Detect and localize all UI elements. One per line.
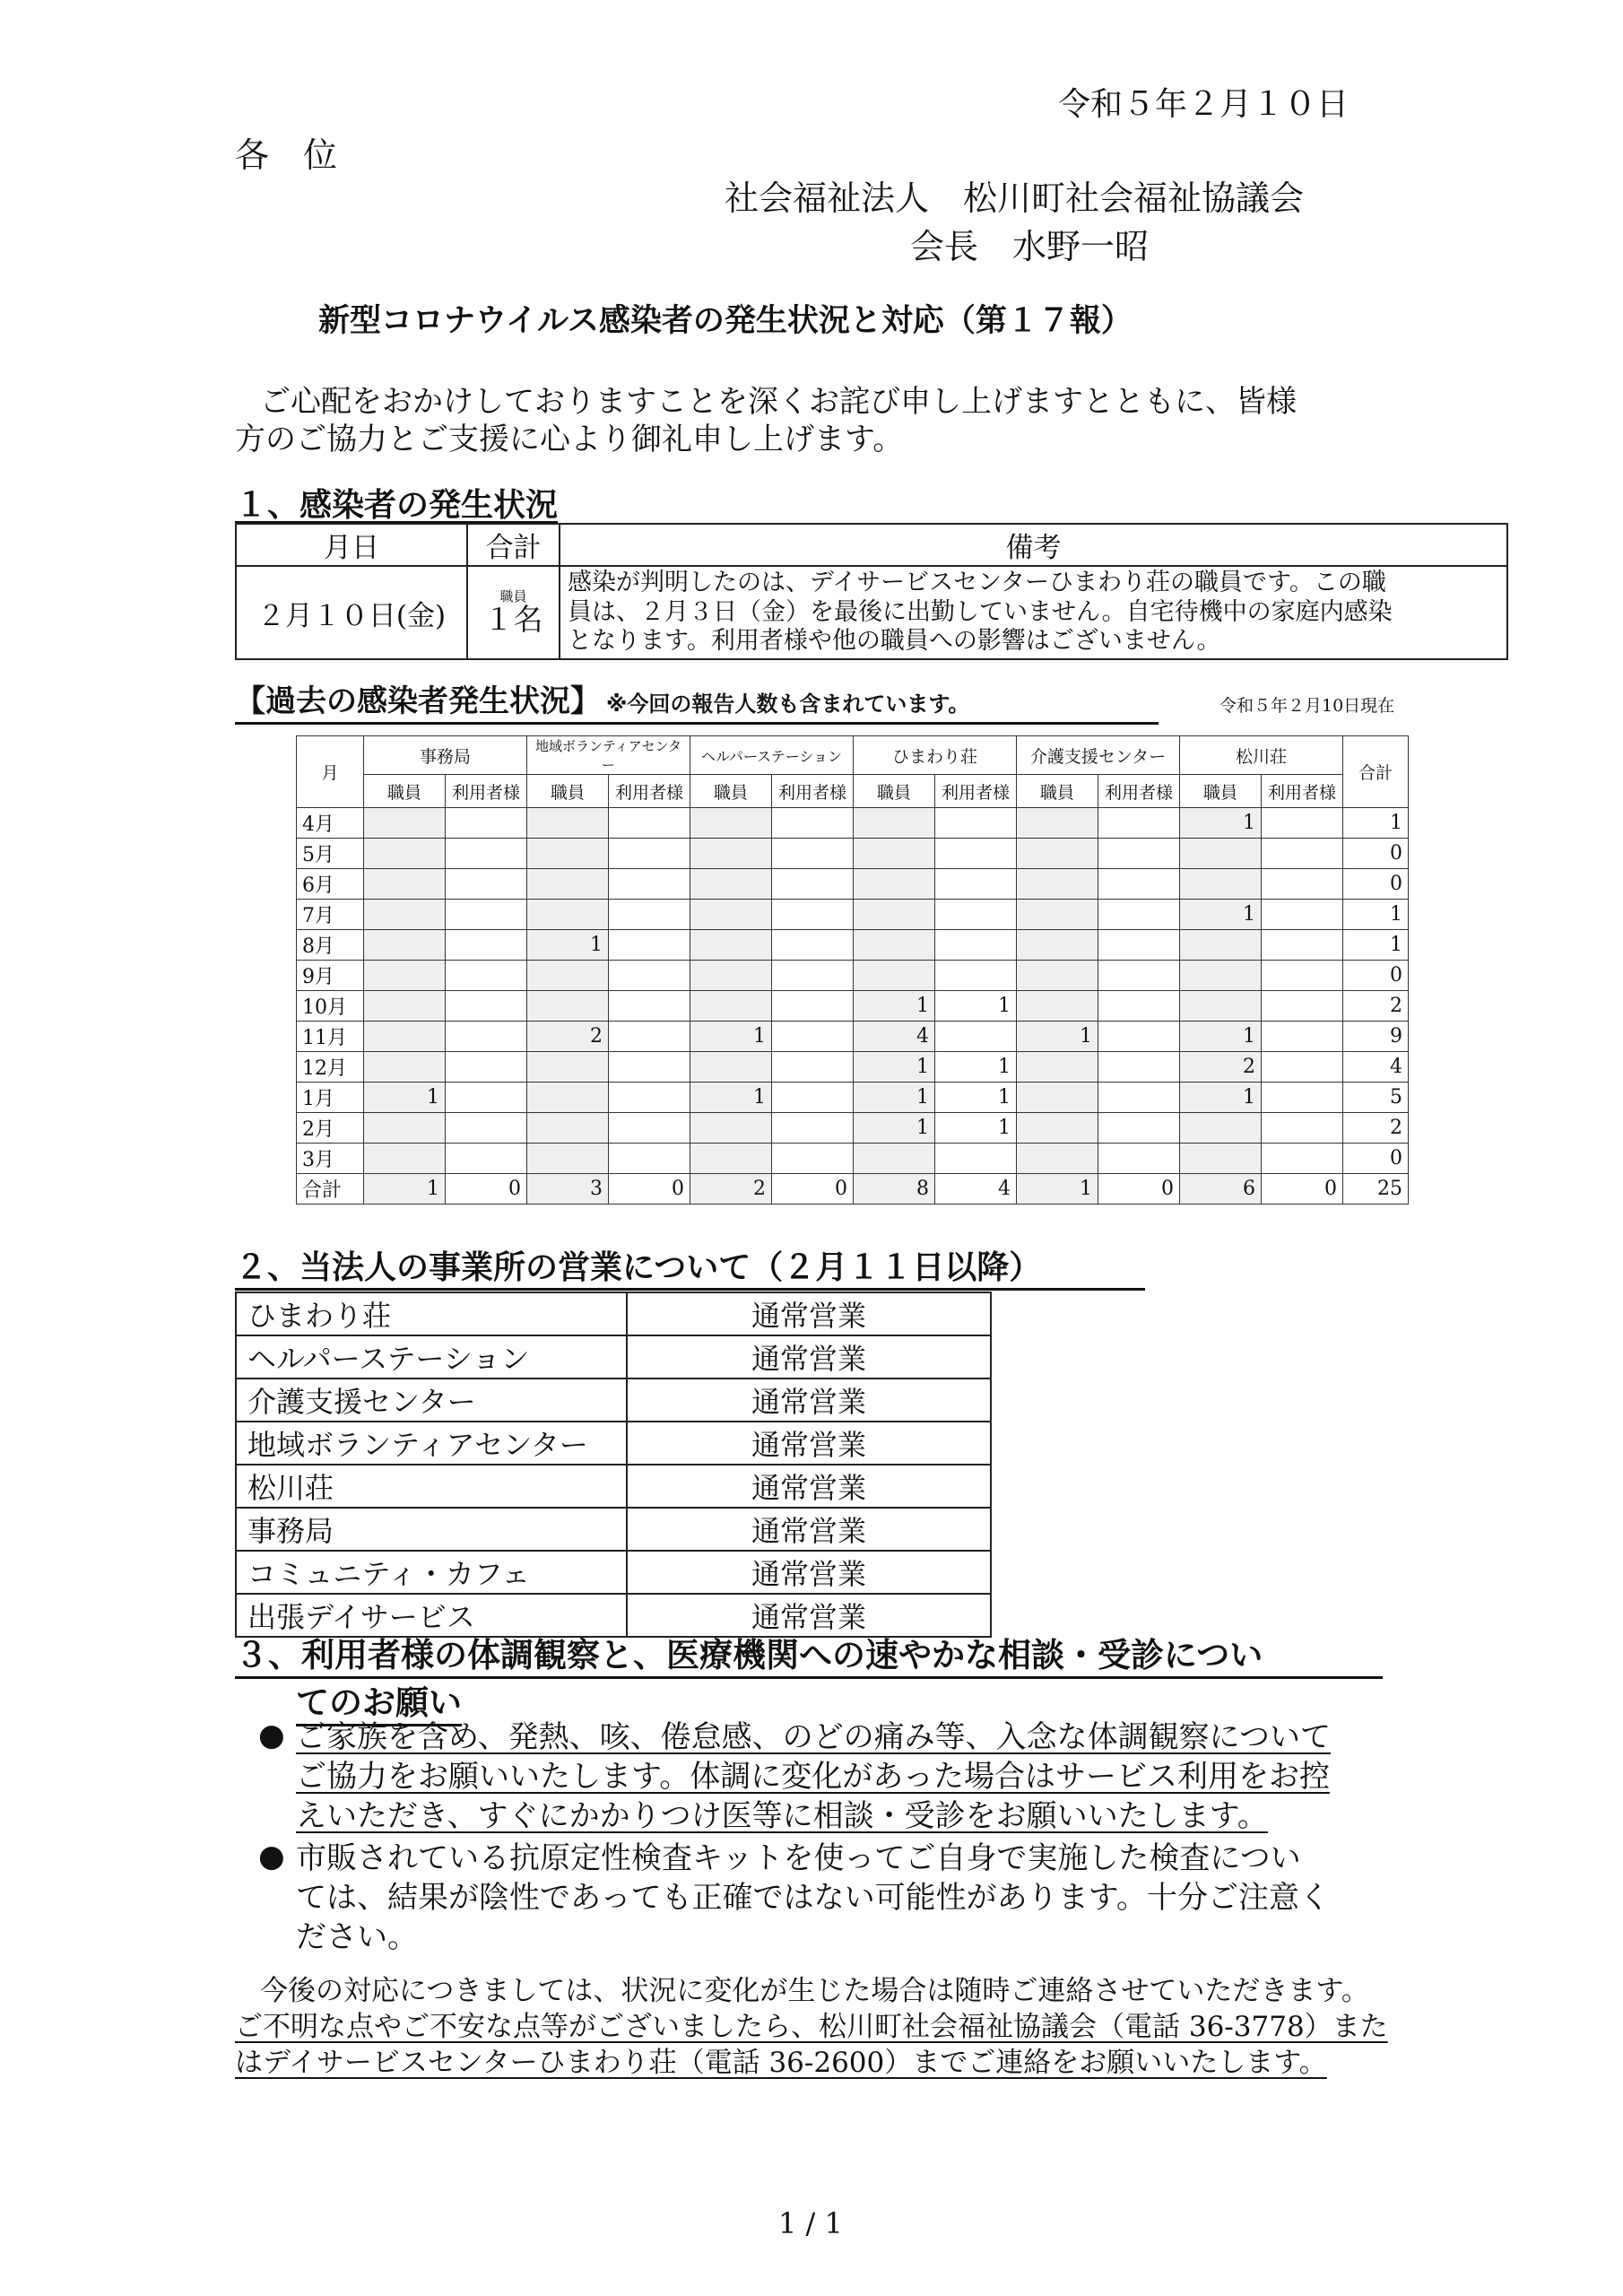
group-header: ひまわり荘 xyxy=(854,736,1017,775)
bullet-1-line: えいただき、すぐにかかりつけ医等に相談・受診をお願いいたします。 xyxy=(296,1798,1268,1834)
bullet-1-line: ご家族を含め、発熱、咳、倦怠感、のどの痛み等、入念な体調観察について xyxy=(296,1719,1331,1755)
count-cell xyxy=(854,930,935,961)
count-cell xyxy=(1098,1113,1180,1144)
sub-header-staff: 職員 xyxy=(527,775,609,808)
history-row xyxy=(297,900,1409,930)
count-cell xyxy=(527,961,609,991)
count-cell xyxy=(609,869,690,900)
count-cell xyxy=(609,961,690,991)
row-total-cell: 0 xyxy=(1343,839,1409,869)
row-total-cell: 0 xyxy=(1343,961,1409,991)
count-cell xyxy=(446,1052,527,1083)
operation-row xyxy=(236,1378,991,1422)
count-cell xyxy=(772,869,854,900)
group-header: 松川荘 xyxy=(1180,736,1343,775)
case-note-cell xyxy=(560,566,1507,659)
count-cell xyxy=(527,839,609,869)
count-cell: 1 xyxy=(854,1052,935,1083)
count-cell xyxy=(772,808,854,839)
count-cell xyxy=(1262,1022,1343,1052)
count-cell xyxy=(690,930,772,961)
count-cell xyxy=(935,1144,1017,1174)
count-cell xyxy=(1098,808,1180,839)
history-row xyxy=(297,1113,1409,1144)
count-cell xyxy=(935,930,1017,961)
document-date: 令和５年２月１０日 xyxy=(1058,86,1350,123)
count-cell xyxy=(854,1144,935,1174)
history-row xyxy=(297,1174,1409,1205)
history-note: ※今回の報告人数も含まれています。 xyxy=(606,691,970,717)
count-cell: 2 xyxy=(527,1022,609,1052)
sub-header-staff: 職員 xyxy=(1180,775,1262,808)
month-cell: 合計 xyxy=(297,1174,364,1205)
count-cell: 1 xyxy=(1017,1022,1098,1052)
history-row xyxy=(297,930,1409,961)
history-row xyxy=(297,991,1409,1022)
month-cell: 1月 xyxy=(297,1083,364,1113)
history-row xyxy=(297,808,1409,839)
count-cell xyxy=(364,1022,446,1052)
count-cell xyxy=(609,1113,690,1144)
section2-heading: ２、当法人の事業所の営業について（２月１１日以降） xyxy=(235,1242,1145,1291)
bullet-1-line: ご協力をお願いいたします。体調に変化があった場合はサービス利用をお控 xyxy=(296,1759,1330,1795)
count-cell xyxy=(935,839,1017,869)
count-cell xyxy=(609,900,690,930)
count-cell xyxy=(772,961,854,991)
count-cell xyxy=(1262,991,1343,1022)
count-cell xyxy=(935,1022,1017,1052)
col-total-header: 合計 xyxy=(467,524,560,566)
row-total-cell: 0 xyxy=(1343,869,1409,900)
count-cell xyxy=(1180,839,1262,869)
president-name: 会長 水野一昭 xyxy=(910,227,1150,266)
count-cell: 1 xyxy=(1180,900,1262,930)
count-cell xyxy=(527,808,609,839)
count-cell xyxy=(1098,930,1180,961)
operation-row xyxy=(236,1292,991,1335)
count-cell xyxy=(1262,1144,1343,1174)
count-cell: 1 xyxy=(690,1022,772,1052)
group-header: 介護支援センター xyxy=(1017,736,1180,775)
count-cell xyxy=(690,991,772,1022)
count-cell: 1 xyxy=(854,1083,935,1113)
count-cell xyxy=(1017,991,1098,1022)
sub-header-user: 利用者様 xyxy=(772,775,854,808)
count-cell xyxy=(446,991,527,1022)
bullet-2-line: 市販されている抗原定性検査キットを使ってご自身で実施した検査につい xyxy=(296,1840,1301,1876)
history-as-of: 令和５年２月10日現在 xyxy=(1219,696,1395,716)
facility-status: 通常営業 xyxy=(627,1594,991,1637)
history-row xyxy=(297,1022,1409,1052)
count-cell xyxy=(772,900,854,930)
count-cell xyxy=(1262,930,1343,961)
history-row xyxy=(297,1052,1409,1083)
case-role: 職員 xyxy=(499,587,527,604)
count-cell: 2 xyxy=(690,1174,772,1205)
count-cell: 1 xyxy=(1017,1174,1098,1205)
bullet-1 xyxy=(296,1718,1331,1836)
closing-text xyxy=(235,1973,1388,2081)
count-cell xyxy=(772,1113,854,1144)
count-cell xyxy=(446,1144,527,1174)
count-cell xyxy=(364,1144,446,1174)
sub-header-user: 利用者様 xyxy=(1098,775,1180,808)
count-cell xyxy=(446,1113,527,1144)
row-total-cell: 9 xyxy=(1343,1022,1409,1052)
month-cell: 10月 xyxy=(297,991,364,1022)
count-cell xyxy=(609,1144,690,1174)
case-date: ２月１０日(金) xyxy=(236,566,467,659)
col-date-header: 月日 xyxy=(236,524,467,566)
count-cell xyxy=(1017,1052,1098,1083)
facility-status: 通常営業 xyxy=(627,1551,991,1594)
count-cell: 6 xyxy=(1180,1174,1262,1205)
count-cell xyxy=(609,1083,690,1113)
count-cell: 1 xyxy=(935,1113,1017,1144)
count-cell xyxy=(1180,1144,1262,1174)
month-cell: 6月 xyxy=(297,869,364,900)
closing-line: ご不明な点やご不安な点等がございましたら、松川町社会福祉協議会（電話 36-3778）また xyxy=(235,2011,1388,2043)
count-cell xyxy=(772,1022,854,1052)
history-heading: 【過去の感染者発生状況】 xyxy=(235,683,601,719)
facility-status: 通常営業 xyxy=(627,1465,991,1508)
operation-row xyxy=(236,1551,991,1594)
bullet-1-icon: ● xyxy=(258,1718,285,1753)
count-cell xyxy=(935,900,1017,930)
intro-line-2: 方のご協力とご支援に心より御礼申し上げます。 xyxy=(235,422,904,457)
count-cell xyxy=(690,961,772,991)
count-cell xyxy=(854,961,935,991)
count-cell xyxy=(1017,961,1098,991)
count-cell xyxy=(690,900,772,930)
count-cell xyxy=(527,900,609,930)
count-cell: 3 xyxy=(527,1174,609,1205)
count-cell xyxy=(1017,900,1098,930)
facility-status: 通常営業 xyxy=(627,1335,991,1378)
month-cell: 4月 xyxy=(297,808,364,839)
sub-header-user: 利用者様 xyxy=(446,775,527,808)
facility-name: ひまわり荘 xyxy=(236,1292,627,1335)
sub-header-staff: 職員 xyxy=(690,775,772,808)
count-cell xyxy=(772,839,854,869)
count-cell xyxy=(935,808,1017,839)
month-cell: 5月 xyxy=(297,839,364,869)
count-cell xyxy=(364,900,446,930)
organization-name: 社会福祉法人 松川町社会福祉協議会 xyxy=(725,178,1305,218)
row-total-cell: 2 xyxy=(1343,1113,1409,1144)
count-cell xyxy=(364,991,446,1022)
count-cell xyxy=(1180,991,1262,1022)
count-cell xyxy=(1098,961,1180,991)
group-header: ヘルパーステーション xyxy=(690,736,854,775)
count-cell xyxy=(1017,808,1098,839)
sub-header-staff: 職員 xyxy=(1017,775,1098,808)
history-row xyxy=(297,961,1409,991)
count-cell xyxy=(854,869,935,900)
count-cell: 0 xyxy=(446,1174,527,1205)
operation-row xyxy=(236,1335,991,1378)
count-cell xyxy=(1262,839,1343,869)
count-cell xyxy=(446,900,527,930)
facility-name: 松川荘 xyxy=(236,1465,627,1508)
count-cell xyxy=(364,808,446,839)
month-cell: 9月 xyxy=(297,961,364,991)
count-cell: 1 xyxy=(1180,808,1262,839)
count-cell xyxy=(609,1052,690,1083)
count-cell xyxy=(1262,961,1343,991)
section3-heading-line2: てのお願い xyxy=(296,1675,462,1726)
section1-heading: １、感染者の発生状況 xyxy=(235,487,559,524)
history-heading-block xyxy=(235,676,1159,725)
month-cell: 12月 xyxy=(297,1052,364,1083)
count-cell xyxy=(1017,869,1098,900)
history-row xyxy=(297,1144,1409,1174)
count-cell xyxy=(1098,1052,1180,1083)
count-cell xyxy=(1017,930,1098,961)
count-cell xyxy=(446,1083,527,1113)
count-cell: 8 xyxy=(854,1174,935,1205)
history-row xyxy=(297,1083,1409,1113)
count-cell xyxy=(527,1083,609,1113)
count-cell xyxy=(364,839,446,869)
row-total-cell: 4 xyxy=(1343,1052,1409,1083)
section3-heading-line1: ３、利用者様の体調観察と、医療機関への速やかな相談・受診につい xyxy=(235,1628,1383,1679)
count-cell xyxy=(1262,869,1343,900)
count-cell xyxy=(364,869,446,900)
sub-header-user: 利用者様 xyxy=(935,775,1017,808)
sub-header-user: 利用者様 xyxy=(1262,775,1343,808)
count-cell xyxy=(1180,961,1262,991)
count-cell xyxy=(1180,869,1262,900)
count-cell xyxy=(1098,869,1180,900)
count-cell: 1 xyxy=(935,1052,1017,1083)
count-cell xyxy=(690,839,772,869)
count-cell xyxy=(527,1144,609,1174)
count-cell: 1 xyxy=(935,991,1017,1022)
count-cell xyxy=(1098,1144,1180,1174)
month-cell: 11月 xyxy=(297,1022,364,1052)
case-count: １名 xyxy=(483,602,543,638)
bullet-2 xyxy=(296,1839,1330,1957)
count-cell: 1 xyxy=(854,991,935,1022)
count-cell xyxy=(1262,900,1343,930)
history-row xyxy=(297,839,1409,869)
bullet-2-icon: ● xyxy=(258,1839,285,1874)
intro-line-1: ご心配をおかけしておりますことを深くお詫び申し上げますとともに、皆様 xyxy=(260,384,1297,420)
count-cell: 1 xyxy=(364,1083,446,1113)
count-cell xyxy=(446,930,527,961)
operation-row xyxy=(236,1422,991,1465)
count-cell xyxy=(1180,1113,1262,1144)
count-cell xyxy=(1098,900,1180,930)
count-cell xyxy=(609,808,690,839)
facility-status: 通常営業 xyxy=(627,1292,991,1335)
count-cell xyxy=(364,930,446,961)
count-cell: 0 xyxy=(1098,1174,1180,1205)
facility-name: 出張デイサービス xyxy=(236,1594,627,1637)
count-cell xyxy=(446,1022,527,1052)
row-total-cell: 1 xyxy=(1343,930,1409,961)
sub-header-staff: 職員 xyxy=(364,775,446,808)
month-cell: 2月 xyxy=(297,1113,364,1144)
count-cell: 0 xyxy=(1262,1174,1343,1205)
count-cell: 4 xyxy=(935,1174,1017,1205)
bullet-2-line: ださい。 xyxy=(296,1919,418,1955)
col-note-header: 備考 xyxy=(560,524,1507,566)
count-cell xyxy=(1098,839,1180,869)
count-cell xyxy=(364,1052,446,1083)
row-total-cell: 25 xyxy=(1343,1174,1409,1205)
count-cell xyxy=(1262,808,1343,839)
count-cell xyxy=(1098,1022,1180,1052)
count-cell xyxy=(854,808,935,839)
document-title: 新型コロナウイルス感染者の発生状況と対応（第１７報） xyxy=(318,303,1133,339)
facility-name: 介護支援センター xyxy=(236,1378,627,1422)
month-cell: 3月 xyxy=(297,1144,364,1174)
count-cell xyxy=(935,869,1017,900)
facility-status: 通常営業 xyxy=(627,1422,991,1465)
history-table xyxy=(296,735,1409,1205)
month-header: 月 xyxy=(297,736,364,808)
month-cell: 8月 xyxy=(297,930,364,961)
count-cell xyxy=(446,869,527,900)
count-cell: 2 xyxy=(1180,1052,1262,1083)
count-cell xyxy=(446,961,527,991)
recipient: 各 位 xyxy=(235,135,338,175)
bullet-2-line: ては、結果が陰性であっても正確ではない可能性があります。十分ご注意く xyxy=(296,1880,1330,1916)
count-cell xyxy=(772,991,854,1022)
count-cell xyxy=(609,839,690,869)
count-cell xyxy=(772,1052,854,1083)
count-cell: 1 xyxy=(935,1083,1017,1113)
group-header: 地域ボランティアセンター xyxy=(527,736,690,775)
count-cell xyxy=(609,930,690,961)
page-number: 1 / 1 xyxy=(778,2206,843,2240)
month-cell: 7月 xyxy=(297,900,364,930)
count-cell xyxy=(446,808,527,839)
count-cell xyxy=(690,1113,772,1144)
count-cell: 0 xyxy=(609,1174,690,1205)
count-cell xyxy=(527,869,609,900)
count-cell xyxy=(609,991,690,1022)
row-total-cell: 5 xyxy=(1343,1083,1409,1113)
facility-name: 事務局 xyxy=(236,1508,627,1551)
facility-name: コミュニティ・カフェ xyxy=(236,1551,627,1594)
operation-row xyxy=(236,1508,991,1551)
total-header: 合計 xyxy=(1343,736,1409,808)
count-cell: 4 xyxy=(854,1022,935,1052)
count-cell xyxy=(1017,1144,1098,1174)
row-total-cell: 1 xyxy=(1343,900,1409,930)
count-cell xyxy=(364,1113,446,1144)
count-cell: 1 xyxy=(1180,1022,1262,1052)
closing-line: はデイサービスセンターひまわり荘（電話 36-2600）までご連絡をお願いいたします。 xyxy=(235,2047,1327,2079)
facility-name: ヘルパーステーション xyxy=(236,1335,627,1378)
row-total-cell: 1 xyxy=(1343,808,1409,839)
count-cell: 1 xyxy=(527,930,609,961)
count-cell xyxy=(1017,1083,1098,1113)
count-cell xyxy=(690,1144,772,1174)
closing-line: 今後の対応につきましては、状況に変化が生じた場合は随時ご連絡させていただきます。 xyxy=(260,1975,1369,2007)
case-total-cell xyxy=(467,566,560,659)
count-cell xyxy=(772,930,854,961)
count-cell xyxy=(1262,1083,1343,1113)
count-cell xyxy=(609,1022,690,1052)
count-cell xyxy=(364,961,446,991)
count-cell: 0 xyxy=(772,1174,854,1205)
count-cell xyxy=(690,808,772,839)
sub-header-user: 利用者様 xyxy=(609,775,690,808)
row-total-cell: 2 xyxy=(1343,991,1409,1022)
count-cell xyxy=(1262,1052,1343,1083)
case-note-line: 感染が判明したのは、デイサービスセンターひまわり荘の職員です。この職 xyxy=(568,568,1386,596)
count-cell: 1 xyxy=(364,1174,446,1205)
count-cell xyxy=(527,1113,609,1144)
count-cell xyxy=(690,869,772,900)
count-cell xyxy=(854,839,935,869)
count-cell xyxy=(854,900,935,930)
count-cell: 1 xyxy=(854,1113,935,1144)
count-cell xyxy=(1098,1083,1180,1113)
count-cell xyxy=(1098,991,1180,1022)
case-note-line: 員は、２月３日（金）を最後に出勤していません。自宅待機中の家庭内感染 xyxy=(568,597,1393,626)
count-cell xyxy=(1180,930,1262,961)
count-cell xyxy=(772,1144,854,1174)
facility-status: 通常営業 xyxy=(627,1378,991,1422)
sub-header-staff: 職員 xyxy=(854,775,935,808)
row-total-cell: 0 xyxy=(1343,1144,1409,1174)
operation-row xyxy=(236,1465,991,1508)
count-cell xyxy=(527,1052,609,1083)
facility-status: 通常営業 xyxy=(627,1508,991,1551)
count-cell xyxy=(772,1083,854,1113)
count-cell xyxy=(527,991,609,1022)
count-cell xyxy=(690,1052,772,1083)
case-note-line: となります。利用者様や他の職員への影響はございません。 xyxy=(568,627,1221,656)
case-table xyxy=(235,523,1508,660)
count-cell xyxy=(935,961,1017,991)
count-cell xyxy=(1262,1113,1343,1144)
count-cell: 1 xyxy=(690,1083,772,1113)
count-cell: 1 xyxy=(1180,1083,1262,1113)
operations-table xyxy=(235,1292,992,1638)
count-cell xyxy=(1017,1113,1098,1144)
history-row xyxy=(297,869,1409,900)
count-cell xyxy=(1017,839,1098,869)
group-header: 事務局 xyxy=(364,736,527,775)
facility-name: 地域ボランティアセンター xyxy=(236,1422,627,1465)
count-cell xyxy=(446,839,527,869)
